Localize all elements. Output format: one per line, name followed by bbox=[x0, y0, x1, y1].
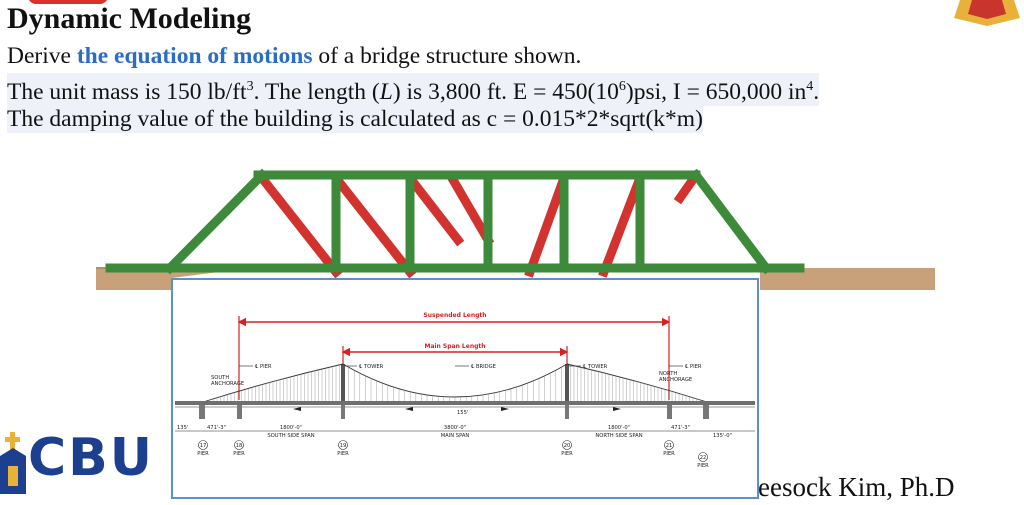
statement-line-1-end: of a bridge structure shown. bbox=[312, 43, 582, 69]
pier-18-number: 18 bbox=[235, 443, 243, 449]
pier-22-label: PIER bbox=[697, 463, 709, 469]
equation-of-motions-highlight: the equation of motions bbox=[76, 43, 313, 69]
length-symbol: L bbox=[379, 78, 393, 105]
south-anchorage-label-1: SOUTH bbox=[211, 375, 230, 381]
tower-centerline-left: ℄ TOWER bbox=[359, 364, 384, 370]
statement-line-2 bbox=[7, 73, 819, 106]
cbu-logo-text: CBU bbox=[28, 428, 155, 488]
statement-line-1 bbox=[7, 42, 581, 70]
bridge-elevation-panel bbox=[171, 278, 759, 499]
dim-471-left: 471'-3" bbox=[207, 425, 226, 431]
north-anchorage-label-1: NORTH bbox=[659, 371, 678, 377]
south-anchorage-label-2: ANCHORAGE bbox=[211, 381, 245, 387]
main-span-length-label: Main Span Length bbox=[424, 343, 486, 350]
dim-1800-right: 1800'-0" bbox=[607, 425, 631, 431]
pier-17-number: 17 bbox=[199, 443, 207, 449]
inertia-text: )psi, I = 650,000 in bbox=[625, 78, 807, 105]
south-side-span-label: SOUTH SIDE SPAN bbox=[267, 433, 315, 439]
pier-centerline-right: ℄ PIER bbox=[685, 364, 702, 370]
clearance-label: 155' bbox=[457, 410, 469, 416]
pier-18-label: PIER bbox=[233, 451, 245, 457]
pier-20-label: PIER bbox=[561, 451, 573, 457]
pier-21-label: PIER bbox=[663, 451, 675, 457]
bridge-deck bbox=[175, 401, 755, 405]
author-name: eesock Kim, Ph.D bbox=[758, 472, 955, 502]
pier-centerline-left: ℄ PIER bbox=[255, 364, 272, 370]
pier-17-label: PIER bbox=[197, 451, 209, 457]
statement-line-1-start: Derive bbox=[7, 43, 77, 69]
slide-title: Dynamic Modeling bbox=[7, 2, 252, 35]
pier-19-label: PIER bbox=[337, 451, 349, 457]
truss-bridge-diagram bbox=[0, 150, 1024, 290]
north-anchorage-label-2: ANCHORAGE bbox=[659, 377, 693, 383]
truss-diagonals bbox=[262, 178, 694, 272]
cbu-emblem-icon bbox=[0, 432, 26, 494]
modulus-exponent: 6 bbox=[618, 79, 626, 94]
cubic-exponent: 3 bbox=[246, 79, 254, 94]
unit-mass-text: The unit mass is 150 lb/ft bbox=[7, 78, 247, 105]
dim-1800-left: 1800'-0" bbox=[279, 425, 303, 431]
statement-line-3: The damping value of the building is calculated as c = 0.015*2*sqrt(k*m) bbox=[7, 106, 703, 132]
suspension-bridge-drawing bbox=[173, 280, 757, 497]
suspender-hangers bbox=[207, 365, 704, 401]
statement-line-2-end: . bbox=[813, 78, 820, 105]
dim-3800: 3800'-0" bbox=[443, 425, 467, 431]
inertia-exponent: 4 bbox=[806, 79, 814, 94]
main-span-label: MAIN SPAN bbox=[440, 433, 470, 439]
dim-471-right: 471'-3" bbox=[671, 425, 690, 431]
pier-20-number: 20 bbox=[563, 443, 571, 449]
pier-21-number: 21 bbox=[665, 443, 673, 449]
dim-135-right: 135'-0" bbox=[713, 433, 732, 439]
modulus-text: ) is 3,800 ft. E = 450(10 bbox=[392, 78, 619, 105]
pier-22-number: 22 bbox=[699, 455, 707, 461]
length-text-start: . The length ( bbox=[253, 78, 380, 105]
bridge-centerline: ℄ BRIDGE bbox=[471, 364, 496, 370]
north-side-span-label: NORTH SIDE SPAN bbox=[595, 433, 643, 439]
crest-badge-icon bbox=[950, 0, 1024, 26]
suspended-length-label: Suspended Length bbox=[423, 312, 487, 319]
tower-centerline-right: ℄ TOWER bbox=[583, 364, 608, 370]
dim-135-left: 135' bbox=[177, 425, 189, 431]
pier-19-number: 19 bbox=[339, 443, 347, 449]
